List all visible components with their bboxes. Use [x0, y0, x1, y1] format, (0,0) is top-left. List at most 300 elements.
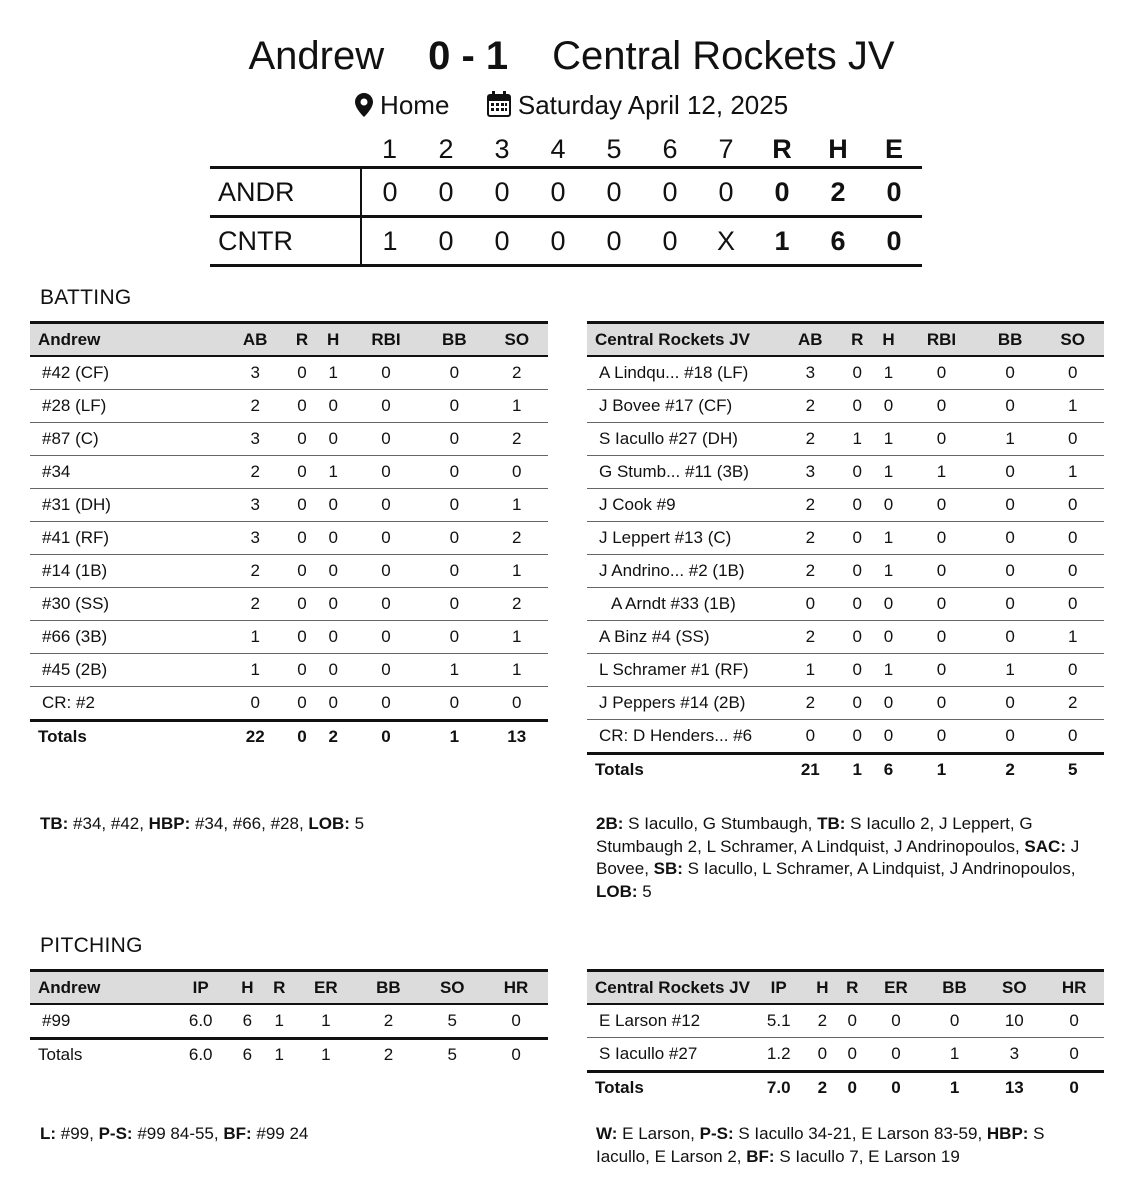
inning-score: 1 — [361, 217, 418, 266]
stat-cell: 0 — [842, 390, 873, 423]
inning-header: 6 — [662, 133, 678, 164]
stat-cell: 0 — [349, 687, 423, 721]
player-name: CR: #2 — [30, 687, 224, 721]
batting-section-title: BATTING — [40, 286, 132, 309]
stat-cell: 0 — [286, 489, 317, 522]
stat-header: ER — [295, 971, 356, 1005]
stat-cell: 0 — [842, 555, 873, 588]
stat-cell: 0 — [867, 1038, 924, 1072]
stat-cell: 0 — [842, 720, 873, 754]
total-cell: 0 — [349, 721, 423, 753]
stat-cell: 0 — [807, 1038, 837, 1072]
batting-header — [30, 323, 548, 357]
total-cell: 6 — [231, 1039, 263, 1071]
stat-cell: 3 — [224, 489, 286, 522]
stat-cell: 0 — [423, 555, 485, 588]
total-cell: 13 — [984, 1072, 1044, 1104]
stat-header: H — [807, 971, 837, 1005]
stat-cell: 0 — [904, 390, 979, 423]
player-row — [587, 423, 1104, 456]
total-cell: 0 — [286, 721, 317, 753]
stat-header: BB — [423, 323, 485, 357]
stat-cell: 0 — [318, 423, 349, 456]
stat-cell: 2 — [779, 390, 842, 423]
stat-cell: 2 — [779, 687, 842, 720]
player-row — [587, 489, 1104, 522]
pitching-table-andrew — [30, 969, 548, 1070]
inning-score: 0 — [586, 217, 642, 266]
player-name: E Larson #12 — [587, 1004, 750, 1038]
game-info — [0, 88, 1143, 125]
stat-cell: 1 — [486, 621, 548, 654]
note-text: S Iacullo, E Larson 2, — [596, 1124, 1045, 1166]
note-text: S Iacullo, L Schramer, A Lindquist, J Andrinopoulos, — [682, 859, 1076, 878]
stat-cell: 1 — [873, 423, 904, 456]
pitching-notes-andrew — [40, 1123, 530, 1146]
stat-cell: 0 — [1041, 720, 1104, 754]
away-team-name: Central Rockets JV — [552, 34, 895, 78]
total-cell: 2 — [318, 721, 349, 753]
stat-header: HR — [1044, 971, 1104, 1005]
stat-cell: 0 — [1041, 654, 1104, 687]
stat-cell: 1 — [423, 654, 485, 687]
player-name: #66 (3B) — [30, 621, 224, 654]
stat-cell: 0 — [318, 555, 349, 588]
inning-header: 1 — [381, 133, 398, 164]
stat-header: HR — [484, 971, 548, 1005]
team-header: Central Rockets JV — [587, 971, 750, 1005]
stat-header: SO — [420, 971, 484, 1005]
hits-total: 6 — [810, 217, 866, 266]
total-cell: 21 — [779, 754, 842, 786]
inning-score: 0 — [418, 168, 474, 217]
stat-cell: 2 — [224, 555, 286, 588]
stat-cell: 2 — [486, 356, 548, 390]
stat-header: RBI — [904, 323, 979, 357]
stat-cell: 0 — [842, 621, 873, 654]
total-cell: 1 — [263, 1039, 295, 1071]
player-row — [30, 522, 548, 555]
stat-cell: 2 — [486, 423, 548, 456]
total-cell: 5 — [420, 1039, 484, 1071]
stat-header: H — [318, 323, 349, 357]
total-cell: 0 — [1044, 1072, 1104, 1104]
stat-cell: 2 — [224, 390, 286, 423]
game-location: Home — [380, 90, 450, 120]
player-name: #31 (DH) — [30, 489, 224, 522]
stat-header: H — [231, 971, 263, 1005]
stat-cell: 1 — [873, 654, 904, 687]
inning-score: 0 — [642, 168, 698, 217]
total-cell: 13 — [486, 721, 548, 753]
stat-cell: 1 — [486, 390, 548, 423]
stat-cell: 0 — [423, 456, 485, 489]
stat-cell: 0 — [979, 456, 1042, 489]
note-text: S Iacullo 7, E Larson 19 — [774, 1146, 960, 1166]
linescore-team: CNTR — [210, 217, 361, 266]
stat-header: RBI — [349, 323, 423, 357]
stat-cell: 0 — [873, 390, 904, 423]
stat-header: BB — [357, 971, 421, 1005]
stat-cell: 0 — [349, 555, 423, 588]
player-row — [30, 687, 548, 721]
stat-cell: 0 — [979, 555, 1042, 588]
stat-cell: 0 — [904, 654, 979, 687]
stat-cell: 0 — [1041, 588, 1104, 621]
player-row — [587, 1038, 1104, 1072]
stat-cell: 0 — [979, 621, 1042, 654]
stat-cell: 0 — [904, 522, 979, 555]
stat-cell: 0 — [486, 687, 548, 721]
inning-header: 2 — [438, 133, 454, 164]
note-text: E Larson, — [617, 1124, 700, 1143]
player-name: J Andrino... #2 (1B) — [587, 555, 779, 588]
stat-cell: 0 — [873, 588, 904, 621]
stat-cell: 1 — [779, 654, 842, 687]
player-name: #28 (LF) — [30, 390, 224, 423]
stat-cell: 0 — [979, 588, 1042, 621]
team-header: Central Rockets JV — [587, 323, 779, 357]
note-label: W: — [596, 1124, 618, 1143]
batting-notes-andrew — [40, 813, 530, 836]
inning-score: 0 — [474, 168, 530, 217]
stat-cell: 0 — [318, 390, 349, 423]
stat-cell: 0 — [423, 687, 485, 721]
stat-cell: 0 — [904, 720, 979, 754]
inning-header: 5 — [606, 133, 622, 164]
stat-cell: 0 — [349, 423, 423, 456]
hits-header: H — [828, 133, 848, 164]
totals-label: Totals — [587, 754, 779, 786]
stat-cell: 0 — [286, 456, 317, 489]
inning-score: 0 — [530, 168, 586, 217]
inning-score: 0 — [474, 217, 530, 266]
player-row — [587, 1004, 1104, 1038]
inning-score: X — [698, 217, 754, 266]
stat-cell: 0 — [486, 456, 548, 489]
stat-cell: 0 — [484, 1004, 548, 1039]
player-name: A Lindqu... #18 (LF) — [587, 356, 779, 390]
stat-cell: 2 — [224, 456, 286, 489]
stat-cell: 0 — [286, 588, 317, 621]
note-text: J Bovee, — [596, 836, 1080, 878]
stat-cell: 1 — [1041, 456, 1104, 489]
total-cell: 2 — [357, 1039, 421, 1071]
player-name: #87 (C) — [30, 423, 224, 456]
note-label: L: — [40, 1124, 57, 1143]
pitching-header — [30, 971, 548, 1005]
stat-cell: 0 — [842, 356, 873, 390]
totals-row — [587, 754, 1104, 786]
stat-cell: 1 — [873, 356, 904, 390]
player-name: #41 (RF) — [30, 522, 224, 555]
final-score: 0 - 1 — [428, 34, 509, 78]
stat-cell: 0 — [873, 489, 904, 522]
linescore-team: ANDR — [210, 168, 361, 217]
totals-row — [30, 1039, 548, 1071]
totals-label: Totals — [587, 1072, 750, 1104]
stat-cell: 1 — [224, 621, 286, 654]
stat-cell: 0 — [423, 390, 485, 423]
stat-cell: 0 — [286, 390, 317, 423]
stat-cell: 0 — [318, 621, 349, 654]
total-cell: 6 — [873, 754, 904, 786]
player-row — [30, 390, 548, 423]
stat-cell: 0 — [349, 390, 423, 423]
stat-cell: 0 — [286, 555, 317, 588]
player-name: #45 (2B) — [30, 654, 224, 687]
player-name: J Cook #9 — [587, 489, 779, 522]
stat-cell: 0 — [904, 687, 979, 720]
stat-cell: 1 — [842, 423, 873, 456]
player-row — [587, 456, 1104, 489]
stat-cell: 0 — [286, 522, 317, 555]
stat-cell: 0 — [925, 1004, 985, 1038]
errors-total: 0 — [866, 168, 922, 217]
player-name: #34 — [30, 456, 224, 489]
total-cell: 22 — [224, 721, 286, 753]
stat-cell: 6.0 — [170, 1004, 231, 1039]
stat-cell: 0 — [979, 489, 1042, 522]
stat-cell: 2 — [486, 522, 548, 555]
stat-cell: 0 — [1041, 522, 1104, 555]
total-cell: 1 — [295, 1039, 356, 1071]
stat-cell: 0 — [979, 522, 1042, 555]
stat-cell: 1 — [925, 1038, 985, 1072]
inning-score: 0 — [418, 217, 474, 266]
player-name: J Bovee #17 (CF) — [587, 390, 779, 423]
stat-cell: 1 — [486, 555, 548, 588]
stat-cell: 2 — [779, 522, 842, 555]
stat-cell: 0 — [423, 489, 485, 522]
linescore-row — [210, 168, 922, 217]
stat-cell: 0 — [837, 1004, 867, 1038]
linescore-row — [210, 217, 922, 266]
note-text: S Iacullo 2, J Leppert, G Stumbaugh 2, L Schramer, A Lindquist, J Andrinopoulos, — [596, 814, 1033, 856]
stat-cell: 1 — [263, 1004, 295, 1039]
player-row — [587, 555, 1104, 588]
stat-header: R — [286, 323, 317, 357]
stat-cell: 0 — [349, 456, 423, 489]
totals-label: Totals — [30, 721, 224, 753]
player-name: J Peppers #14 (2B) — [587, 687, 779, 720]
player-row — [30, 456, 548, 489]
stat-cell: 1 — [486, 489, 548, 522]
player-row — [30, 555, 548, 588]
note-label: HBP: — [148, 814, 191, 833]
stat-cell: 2 — [779, 489, 842, 522]
player-name: G Stumb... #11 (3B) — [587, 456, 779, 489]
stat-cell: 5.1 — [750, 1004, 808, 1038]
stat-cell: 0 — [842, 687, 873, 720]
stat-cell: 1 — [295, 1004, 356, 1039]
inning-header: 4 — [550, 133, 566, 164]
stat-cell: 0 — [904, 621, 979, 654]
player-row — [30, 588, 548, 621]
total-cell: 7.0 — [750, 1072, 808, 1104]
stat-header: R — [842, 323, 873, 357]
stat-cell: 0 — [349, 621, 423, 654]
stat-header: SO — [984, 971, 1044, 1005]
totals-row — [587, 1072, 1104, 1104]
player-name: L Schramer #1 (RF) — [587, 654, 779, 687]
player-name: A Binz #4 (SS) — [587, 621, 779, 654]
inning-score: 0 — [586, 168, 642, 217]
stat-cell: 2 — [807, 1004, 837, 1038]
stat-cell: 0 — [1041, 489, 1104, 522]
note-label: TB: — [40, 814, 69, 833]
game-date: Saturday April 12, 2025 — [517, 90, 789, 120]
stat-cell: 0 — [842, 456, 873, 489]
note-text: 5 — [637, 881, 652, 901]
stat-cell: 0 — [423, 522, 485, 555]
stat-cell: 2 — [357, 1004, 421, 1039]
stat-cell: 0 — [286, 687, 317, 721]
stat-cell: 3 — [224, 423, 286, 456]
stat-cell: 0 — [1044, 1004, 1104, 1038]
stat-cell: 3 — [224, 356, 286, 390]
player-row — [30, 654, 548, 687]
total-cell: 2 — [807, 1072, 837, 1104]
linescore-header — [210, 132, 922, 168]
stat-cell: 1 — [873, 555, 904, 588]
runs-total: 1 — [754, 217, 810, 266]
stat-cell: 2 — [1041, 687, 1104, 720]
stat-cell: 0 — [318, 588, 349, 621]
stat-cell: 6 — [231, 1004, 263, 1039]
stat-cell: 0 — [979, 720, 1042, 754]
player-name: CR: D Henders... #6 — [587, 720, 779, 754]
stat-cell: 0 — [779, 588, 842, 621]
note-label: BF: — [223, 1124, 252, 1143]
total-cell: 1 — [904, 754, 979, 786]
stat-cell: 0 — [423, 621, 485, 654]
player-name: S Iacullo #27 (DH) — [587, 423, 779, 456]
stat-header: R — [263, 971, 295, 1005]
batting-table-andrew — [30, 321, 548, 752]
stat-cell: 0 — [904, 555, 979, 588]
stat-cell: 0 — [979, 390, 1042, 423]
stat-cell: 0 — [286, 423, 317, 456]
stat-header: H — [873, 323, 904, 357]
stat-cell: 5 — [420, 1004, 484, 1039]
stat-cell: 2 — [779, 555, 842, 588]
stat-cell: 0 — [904, 356, 979, 390]
note-text: #99 84-55, — [132, 1124, 224, 1143]
note-label: 2B: — [596, 814, 624, 833]
stat-cell: 3 — [984, 1038, 1044, 1072]
team-header: Andrew — [30, 971, 170, 1005]
stat-cell: 0 — [779, 720, 842, 754]
total-cell: 0 — [867, 1072, 924, 1104]
stat-cell: 1.2 — [750, 1038, 808, 1072]
stat-cell: 0 — [349, 654, 423, 687]
inning-header: 7 — [718, 133, 734, 164]
stat-cell: 1 — [486, 654, 548, 687]
player-row — [587, 654, 1104, 687]
totals-label: Totals — [30, 1039, 170, 1071]
stat-cell: 2 — [779, 423, 842, 456]
stat-cell: 0 — [842, 489, 873, 522]
total-cell: 5 — [1041, 754, 1104, 786]
stat-cell: 0 — [873, 621, 904, 654]
player-name: #14 (1B) — [30, 555, 224, 588]
linescore-table — [210, 132, 922, 267]
player-row — [587, 522, 1104, 555]
batting-notes-central — [596, 813, 1101, 903]
note-text: #34, #66, #28, — [190, 814, 309, 833]
stat-header: IP — [170, 971, 231, 1005]
stat-header: SO — [1041, 323, 1104, 357]
stat-cell: 2 — [224, 588, 286, 621]
stat-header: BB — [979, 323, 1042, 357]
stat-cell: 0 — [1041, 555, 1104, 588]
inning-score: 0 — [530, 217, 586, 266]
note-label: SAC: — [1024, 836, 1066, 856]
stat-cell: 0 — [1041, 423, 1104, 456]
calendar-icon — [487, 91, 511, 125]
stat-cell: 1 — [224, 654, 286, 687]
total-cell: 2 — [979, 754, 1042, 786]
note-text: #34, #42, — [68, 814, 149, 833]
stat-cell: 0 — [286, 654, 317, 687]
inning-score: 0 — [698, 168, 754, 217]
stat-header: IP — [750, 971, 808, 1005]
stat-cell: 3 — [779, 456, 842, 489]
player-row — [587, 621, 1104, 654]
stat-cell: 0 — [349, 588, 423, 621]
hits-total: 2 — [810, 168, 866, 217]
stat-cell: 0 — [904, 489, 979, 522]
stat-cell: 0 — [224, 687, 286, 721]
stat-cell: 0 — [318, 522, 349, 555]
total-cell: 1 — [842, 754, 873, 786]
note-label: LOB: — [596, 881, 638, 901]
stat-cell: 0 — [873, 720, 904, 754]
note-text: S Iacullo, G Stumbaugh, — [623, 814, 818, 833]
note-label: P-S: — [699, 1124, 734, 1143]
stat-cell: 0 — [867, 1004, 924, 1038]
player-name: J Leppert #13 (C) — [587, 522, 779, 555]
stat-header: R — [837, 971, 867, 1005]
stat-cell: 0 — [904, 588, 979, 621]
note-label: HBP: — [986, 1124, 1029, 1143]
total-cell: 6.0 — [170, 1039, 231, 1071]
stat-cell: 0 — [286, 356, 317, 390]
player-row — [30, 621, 548, 654]
stat-cell: 1 — [873, 522, 904, 555]
note-text: #99, — [56, 1124, 99, 1143]
map-pin-icon — [355, 91, 373, 125]
stat-cell: 1 — [318, 356, 349, 390]
stat-cell: 0 — [1044, 1038, 1104, 1072]
stat-cell: 1 — [318, 456, 349, 489]
stat-cell: 0 — [318, 687, 349, 721]
game-title — [0, 32, 1143, 80]
home-team-name: Andrew — [248, 34, 385, 78]
player-row — [587, 588, 1104, 621]
stat-cell: 0 — [349, 489, 423, 522]
note-label: BF: — [746, 1146, 775, 1166]
errors-total: 0 — [866, 217, 922, 266]
stat-cell: 1 — [904, 456, 979, 489]
note-text: #99 24 — [251, 1124, 309, 1143]
stat-cell: 1 — [979, 423, 1042, 456]
note-label: SB: — [653, 859, 683, 878]
player-row — [30, 489, 548, 522]
note-text: S Iacullo 34-21, E Larson 83-59, — [733, 1124, 987, 1143]
stat-cell: 0 — [423, 356, 485, 390]
